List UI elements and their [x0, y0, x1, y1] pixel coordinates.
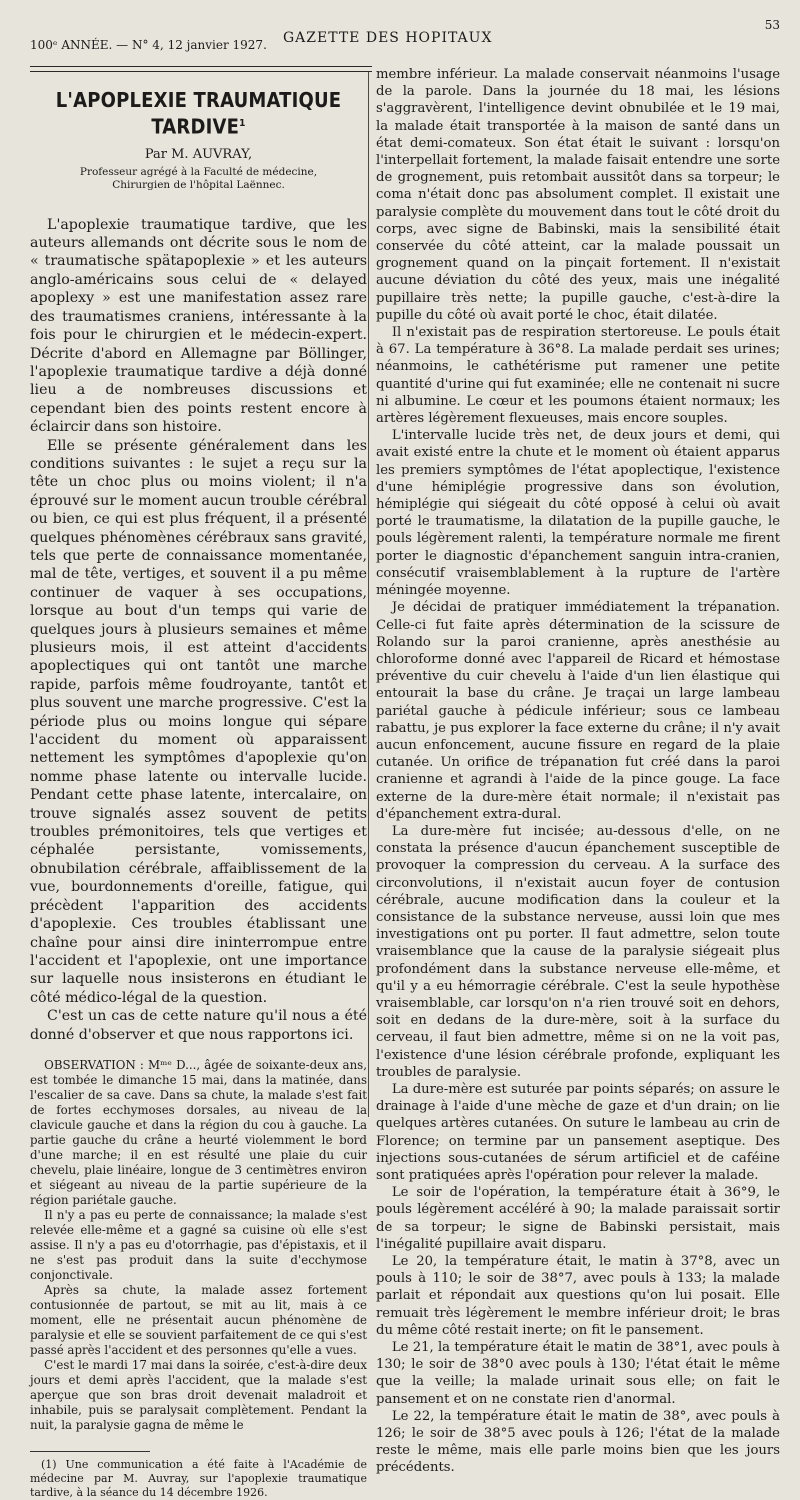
paragraph: Je décidai de pratiquer immédiatement la trépanation. Celle-ci fut faite après détermination de la scissure de Rolando sur la paroi cranienne, après anesthésie au chloroforme donné avec l'appareil de Ricard et hémostase préventive du cuir chevelu à l'aide d'un lien élastique qui entourait la base du crâne. Je traçai un large lambeau pariétal gauche à pédicule inférieur; sous ce lambeau rabattu, je pus explorer la face externe du crâne; il n'y avait aucun enfoncement, aucune fissure en regard de la plaie cutanée. Un orifice de trépanation fut créé dans la paroi cranienne et agrandi à l'aide de la pince gouge. La face externe de la dure-mère était normale; il n'existait pas d'épanchement extra-dural. [376, 600, 780, 822]
paragraph: Le 21, la température était le matin de 38°1, avec pouls à 130; le soir de 38°0 avec pouls à 130; l'état était le même que la veille; la malade urinait sous elle; on fait le pansement et on ne constate rien d'anormal. [376, 1340, 780, 1407]
observation-paragraph: Il n'y a pas eu perte de connaissance; la malade s'est relevée elle-même et a gagné sa cuisine où elle s'est assise. Il n'y a pas eu d'otorrhagie, pas d'épistaxis, et il ne s'est pas produit dans la suite d'ecchymose conjonctivale. [30, 1207, 367, 1282]
paragraph: Le 22, la température était le matin de 38°, avec pouls à 126; le soir de 38°5 avec pouls à 126; l'état de la malade reste le même, mais elle parle moins bien que les jours précédents. [376, 1408, 780, 1476]
journal-title: GAZETTE DES HOPITAUX [283, 30, 493, 46]
observation-paragraph: Après sa chute, la malade assez fortement contusionnée de partout, se mit au lit, mais à ce moment, elle ne présentait aucun phénomène de paralysie et elle se souvient parfaitement de ce qui s'est passé après l'accident et des personnes qu'elle a vues. [30, 1282, 367, 1357]
article-title: L'APOPLEXIE TRAUMATIQUE TARDIVE$^1$ [55, 88, 342, 139]
footnote-rule [30, 1451, 150, 1452]
footnote: (1) Une communication a été faite à l'Académie de médecine par M. Auvray, sur l'apoplexie traumatique tardive, à la séance du 14 décembre 1926. [30, 1457, 367, 1499]
paragraph: C'est un cas de cette nature qu'il nous a été donné d'observer et que nous rapportons ici. [30, 1008, 367, 1043]
paragraph: membre inférieur. La malade conservait néanmoins l'usage de la parole. Dans la journée du 18 mai, les lésions s'aggravèrent, l'intelligence devint obnubilée et le 19 mai, la malade était transportée à la maison de santé dans un état demi-comateux. Son état était le suivant : lorsqu'on l'interpellait fortement, la malade faisait entendre une sorte de grognement, puis retombait aussitôt dans sa torpeur; le coma n'était donc pas absolument complet. Il existait une paralysie complète du mouvement dans tout le côté droit du corps, avec signe de Babinski, mais la sensibilité était conservée du côté atteint, car la malade poussait un grognement quand on la pinçait fortement. Il n'existait aucune déviation du côté des yeux, mais une inégalité pupillaire très nette; la pupille gauche, c'est-à-dire la pupille du côté où avait porté le choc, était dilatée. [376, 67, 780, 323]
paragraph: L'apoplexie traumatique tardive, que les auteurs allemands ont décrite sous le nom de « traumatische spätapoplexie » et les auteurs anglo-américains sous celui de « delayed apoplexy » est une manifestation assez rare des traumatismes craniens, intéressante à la fois pour le chirurgien et le médecin-expert. Décrite d'abord en Allemagne par Böllinger, l'apoplexie traumatique tardive a déjà donné lieu a de nombreuses discussions et cependant bien des points restent encore à éclaircir dans son histoire. [30, 216, 367, 436]
author-byline: Par M. AUVRAY, [144, 146, 253, 162]
paragraph: La dure-mère fut incisée; au-dessous d'elle, on ne constata la présence d'aucun épanchement susceptible de provoquer la compression du cerveau. A la surface des circonvolutions, il n'existait aucun foyer de contusion cérébrale, aucune modification dans la couleur et la consistance de la substance nerveuse, aussi loin que mes investigations ont pu porter. Il faut admettre, selon toute vraisemblance que la cause de la paralysie siégeait plus profondément dans la substance nerveuse elle-même, et qu'il y a eu hémorragie cérébrale. C'est la seule hypothèse vraisemblable, car lorsqu'on n'a rien trouvé soit en dehors, soit en dedans de la dure-mère, soit à la surface du cerveau, il faut bien admettre, même si on ne la voit pas, l'existence d'une lésion cérébrale profonde, expliquant les troubles de paralysie. [376, 823, 780, 1080]
column-separator [368, 72, 369, 1117]
header-rule [30, 66, 372, 67]
page-number: 53 [764, 18, 780, 32]
observation-paragraph: OBSERVATION : Mᵐᵉ D..., âgée de soixante-deux ans, est tombée le dimanche 15 mai, dans la matinée, dans l'escalier de sa cave. Dans sa chute, la malade s'est fait de fortes ecchymoses dorsales, au niveau de la clavicule gauche et dans la région du cou à gauche. La partie gauche du crâne a heurté violemment le bord d'une marche; il en est résulté une plaie du cuir chevelu, plaie linéaire, longue de 3 centimètres environ et siégeant au niveau de la partie supérieure de la région pariétale gauche. [30, 1057, 367, 1207]
paragraph: Le soir de l'opération, la température était à 36°9, le pouls légèrement accéléré à 90; la malade paraissait sortir de sa torpeur; le signe de Babinski persistait, mais l'inégalité pupillaire avait disparu. [376, 1185, 780, 1252]
issue-line: 100ᵉ ANNÉE. — N° 4, 12 janvier 1927. [30, 38, 267, 52]
author-affiliation: Professeur agrégé à la Faculté de médecine, Chirurgien de l'hôpital Laënnec. [79, 165, 318, 191]
left-column [30, 80, 367, 1499]
header-rule-double [30, 71, 372, 72]
paragraph: La dure-mère est suturée par points séparés; on assure le drainage à l'aide d'une mèche de gaze et d'un drain; on lie quelques artères cutanées. On suture le lambeau au crin de Florence; on termine par un pansement aseptique. Des injections sous-cutanées de sérum artificiel et de caféine sont pratiquées après l'opération pour relever la malade. [376, 1081, 780, 1183]
article-intro [30, 216, 367, 1044]
paragraph: L'intervalle lucide très net, de deux jours et demi, qui avait existé entre la chute et le moment où étaient apparus les premiers symptômes de l'état apoplectique, l'existence d'une hémiplégie progressive dans son évolution, hémiplégie qui siégeait du côté opposé à celui où avait porté le traumatisme, la dilatation de la pupille gauche, le pouls légèrement ralenti, la température normale me firent porter le diagnostic d'épanchement sanguin intra-cranien, consécutif vraisemblablement à la rupture de l'artère méningée moyenne. [376, 428, 780, 599]
paragraph: Le 20, la température était, le matin à 37°8, avec un pouls à 110; le soir de 38°7, avec pouls à 133; la malade parlait et répondait aux questions qu'on lui posait. Elle remuait très légèrement le membre inférieur droit; le bras du même côté restait inerte; on fit le pansement. [376, 1254, 780, 1338]
right-column [376, 66, 780, 1476]
paragraph: Il n'existait pas de respiration stertoreuse. Le pouls était à 67. La température à 36°8. La malade perdait ses urines; néanmoins, le cathétérisme put ramener une petite quantité d'urine qui fut examinée; elle ne contenait ni sucre ni albumine. Le cœur et les poumons étaient normaux; les artères légèrement flexueuses, mais encore souples. [376, 325, 780, 427]
paragraph: Elle se présente généralement dans les conditions suivantes : le sujet a reçu sur la tête un choc plus ou moins violent; il n'a éprouvé sur le moment aucun trouble cérébral ou bien, ce qui est plus fréquent, il a présenté quelques phénomènes cérébraux sans gravité, tels que perte de connaissance momentanée, mal de tête, vertiges, et souvent il a pu même continuer de vaquer à ses occupations, lorsque au bout d'un temps qui varie de quelques jours à plusieurs semaines et même plusieurs mois, il est atteint d'accidents apoplectiques qui ont tantôt une marche rapide, parfois même foudroyante, tantôt et plus souvent une marche progressive. C'est la période plus ou moins longue qui sépare l'accident du moment où apparaissent nettement les symptômes d'apoplexie qu'on nomme phase latente ou intervalle lucide. Pendant cette phase latente, intercalaire, on trouve signalés assez souvent de petits troubles prémonitoires, tels que vertiges et céphalée persistante, vomissements, obnubilation cérébrale, affaiblissement de la vue, bourdonnements d'oreille, fatigue, qui précèdent l'apparition des accidents d'apoplexie. Ces troubles établissant une chaîne pour ainsi dire ininterrompue entre l'accident et l'apoplexie, ont une importance sur laquelle nous insisterons en étudiant le côté médico-légal de la question. [30, 437, 367, 1006]
observation-section [30, 1058, 367, 1433]
observation-paragraph: C'est le mardi 17 mai dans la soirée, c'est-à-dire deux jours et demi après l'accident, que la malade s'est aperçue que son bras droit devenait maladroit et inhabile, puis se paralysait complètement. Pendant la nuit, la paralysie gagna de même le [30, 1357, 367, 1432]
